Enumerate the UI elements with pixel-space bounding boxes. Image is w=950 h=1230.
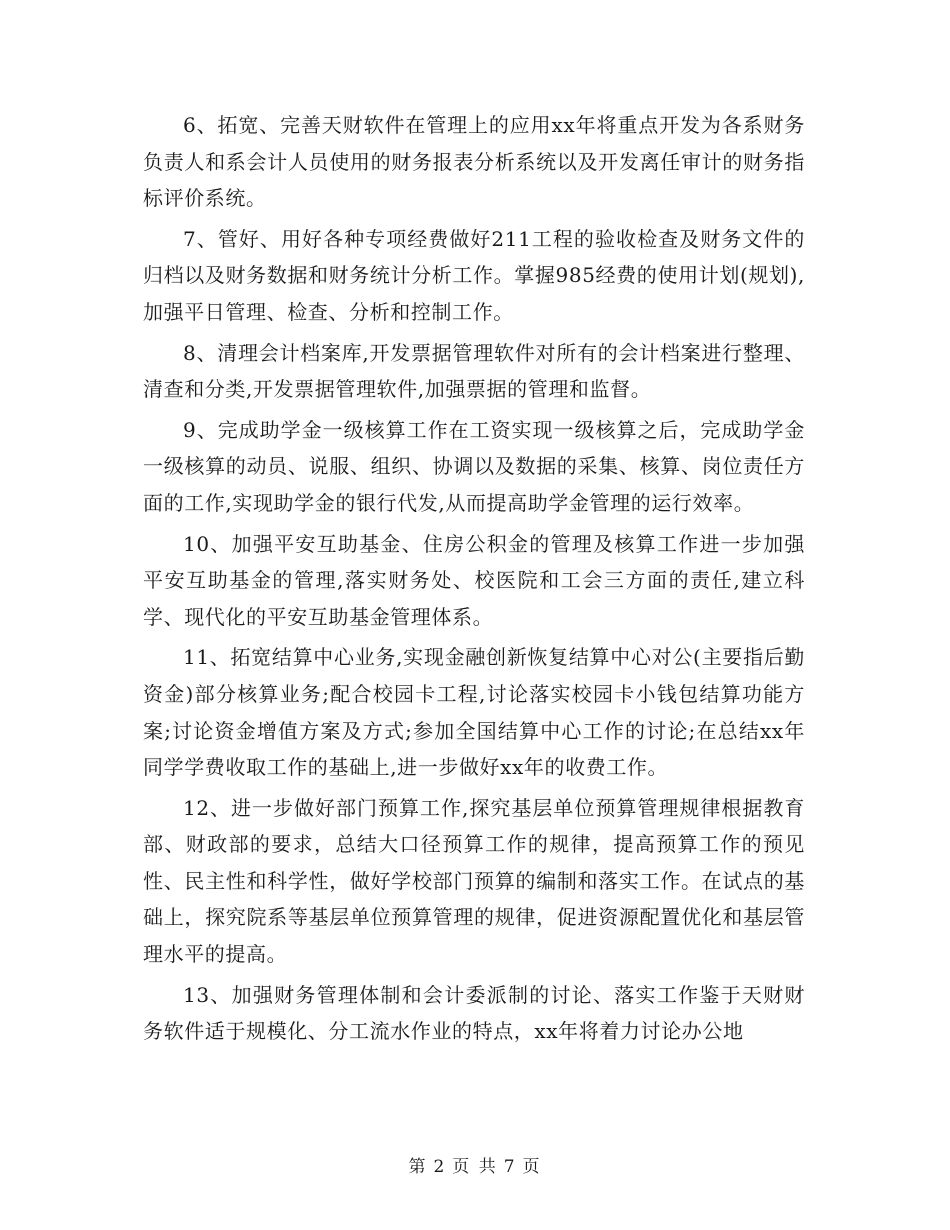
- paragraph-item-12: 12、进一步做好部门预算工作,探究基层单位预算管理规律根据教育部、财政部的要求，总结大口径预算工作的规律，提高预算工作的预见性、民主性和科学性，做好学校部门预算的编制和落实工作。在试点的基础上，探究院系等基层单位预算管理的规律，促进资源配置优化和基层管理水平的提高。: [143, 795, 805, 967]
- document-body: [143, 107, 805, 1054]
- footer-page-number: 2: [433, 1157, 447, 1177]
- paragraph-item-10: 10、加强平安互助基金、住房公积金的管理及核算工作进一步加强平安互助基金的管理,落实财务处、校医院和工会三方面的责任,建立科学、现代化的平安互助基金管理体系。: [143, 531, 805, 629]
- page-footer: [0, 1152, 950, 1177]
- paragraph-item-13: 13、加强财务管理体制和会计委派制的讨论、落实工作鉴于天财财务软件适于规模化、分工流水作业的特点，xx年将着力讨论办公地: [143, 982, 805, 1044]
- paragraph-item-6: 6、拓宽、完善天财软件在管理上的应用xx年将重点开发为各系财务负责人和系会计人员使用的财务报表分析系统以及开发离任审计的财务指标评价系统。: [143, 113, 805, 211]
- footer-prefix: 第: [408, 1157, 428, 1177]
- paragraph-item-8: 8、清理会计档案库,开发票据管理软件对所有的会计档案进行整理、清查和分类,开发票据管理软件,加强票据的管理和监督。: [143, 340, 805, 402]
- footer-suffix: 页: [522, 1157, 542, 1177]
- footer-middle: 页 共: [452, 1157, 498, 1177]
- paragraph-item-11: 11、拓宽结算中心业务,实现金融创新恢复结算中心对公(主要指后勤资金)部分核算业务;配合校园卡工程,讨论落实校园卡小钱包结算功能方案;讨论资金增值方案及方式;参加全国结算中心工作的讨论;在总结xx年同学学费收取工作的基础上,进一步做好xx年的收费工作。: [143, 645, 805, 780]
- footer-total-pages: 7: [503, 1157, 517, 1177]
- paragraph-item-9: 9、完成助学金一级核算工作在工资实现一级核算之后，完成助学金一级核算的动员、说服、组织、协调以及数据的采集、核算、岗位责任方面的工作,实现助学金的银行代发,从而提高助学金管理的运行效率。: [143, 417, 805, 515]
- paragraph-item-7: 7、管好、用好各种专项经费做好211工程的验收检查及财务文件的归档以及财务数据和财务统计分析工作。掌握985经费的使用计划(规划),加强平日管理、检查、分析和控制工作。: [143, 226, 805, 324]
